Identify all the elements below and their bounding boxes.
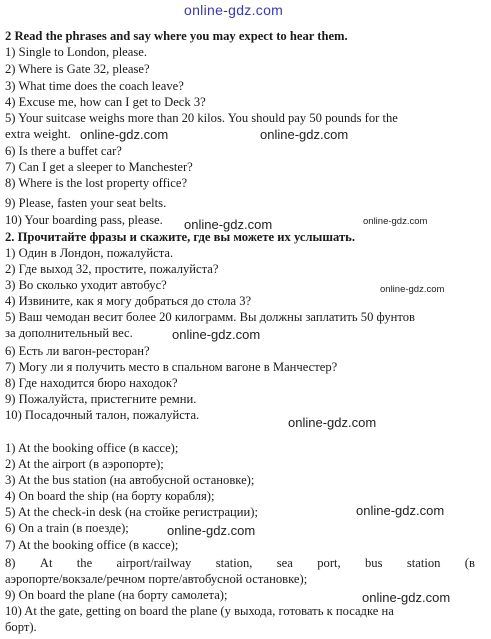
english-item-5-cont: extra weight.	[5, 127, 71, 141]
english-item-8: 8) Where is the lost property office?	[5, 176, 188, 190]
russian-item-2: 2) Где выход 32, простите, пожалуйста?	[5, 262, 219, 276]
english-item-3: 3) What time does the coach leave?	[5, 79, 184, 93]
answer-item-8-word: station	[406, 556, 441, 570]
english-item-9: 9) Please, fasten your seat belts.	[5, 196, 167, 210]
russian-item-3: 3) Во сколько уходит автобус?	[5, 278, 167, 292]
russian-item-5: 5) Ваш чемодан весит более 20 килограмм. Вы должны заплатить 50 фунтов	[5, 310, 415, 324]
watermark: online-gdz.com	[172, 327, 261, 342]
english-item-2: 2) Where is Gate 32, please?	[5, 62, 150, 76]
answer-item-8-word: station,	[215, 556, 253, 570]
answer-item-6: 6) On a train (в поезде);	[5, 521, 129, 535]
answer-item-8-cont: аэропорте/вокзале/речном порте/автобусной остановке);	[5, 572, 308, 586]
russian-item-4: 4) Извините, как я могу добраться до стола 3?	[5, 294, 252, 308]
answer-item-3: 3) At the bus station (на автобусной остановке);	[5, 473, 255, 487]
answer-item-10-cont: борт).	[5, 620, 37, 634]
russian-item-6: 6) Есть ли вагон-ресторан?	[5, 344, 150, 358]
english-item-5: 5) Your suitcase weighs more than 20 kilos. You should pay 50 pounds for the	[5, 111, 398, 125]
watermark: online-gdz.com	[80, 127, 169, 142]
watermark: online-gdz.com	[184, 217, 273, 232]
english-item-1: 1) Single to London, please.	[5, 45, 148, 59]
english-heading: 2 Read the phrases and say where you may expect to hear them.	[5, 29, 348, 43]
english-item-4: 4) Excuse me, how can I get to Deck 3?	[5, 95, 206, 109]
answer-item-8	[5, 556, 475, 571]
russian-heading: 2. Прочитайте фразы и скажите, где вы можете их услышать.	[5, 230, 355, 244]
answer-item-8-word: At	[39, 556, 53, 570]
english-item-7: 7) Can I get a sleeper to Manchester?	[5, 160, 193, 174]
watermark: online-gdz.com	[362, 590, 451, 605]
watermark-top: online-gdz.com	[184, 2, 284, 18]
watermark: online-gdz.com	[380, 284, 445, 295]
russian-item-9: 9) Пожалуйста, пристегните ремни.	[5, 392, 197, 406]
answer-item-8-word: 8)	[5, 556, 16, 570]
russian-item-5-cont: за дополнительный вес.	[5, 326, 133, 340]
answer-item-8-word: (в	[464, 556, 475, 570]
english-item-10: 10) Your boarding pass, please.	[5, 213, 163, 227]
watermark: online-gdz.com	[167, 523, 256, 538]
english-item-6: 6) Is there a buffet car?	[5, 144, 122, 158]
russian-item-10: 10) Посадочный талон, пожалуйста.	[5, 408, 200, 422]
answer-item-5: 5) At the check-in desk (на стойке регистрации);	[5, 505, 258, 519]
answer-item-4: 4) On board the ship (на борту корабля);	[5, 489, 215, 503]
watermark: online-gdz.com	[363, 216, 428, 227]
russian-item-1: 1) Один в Лондон, пожалуйста.	[5, 246, 174, 260]
watermark: online-gdz.com	[260, 127, 349, 142]
answer-item-10: 10) At the gate, getting on board the plane (у выхода, готовать к посадке на	[5, 604, 394, 618]
answer-item-8-word: airport/railway	[116, 556, 192, 570]
answer-item-8-word: bus	[365, 556, 383, 570]
answer-item-8-word: port,	[317, 556, 341, 570]
answer-item-8-word: the	[76, 556, 93, 570]
answer-item-7: 7) At the booking office (в кассе);	[5, 538, 179, 552]
answer-item-9: 9) On board the plane (на борту самолета);	[5, 588, 228, 602]
answer-item-2: 2) At the airport (в аэропорте);	[5, 457, 164, 471]
russian-item-7: 7) Могу ли я получить место в спальном вагоне в Манчестер?	[5, 360, 338, 374]
russian-item-8: 8) Где находится бюро находок?	[5, 376, 178, 390]
answer-item-8-word: sea	[276, 556, 293, 570]
watermark: online-gdz.com	[288, 415, 377, 430]
answer-item-1: 1) At the booking office (в кассе);	[5, 441, 179, 455]
watermark: online-gdz.com	[356, 503, 445, 518]
